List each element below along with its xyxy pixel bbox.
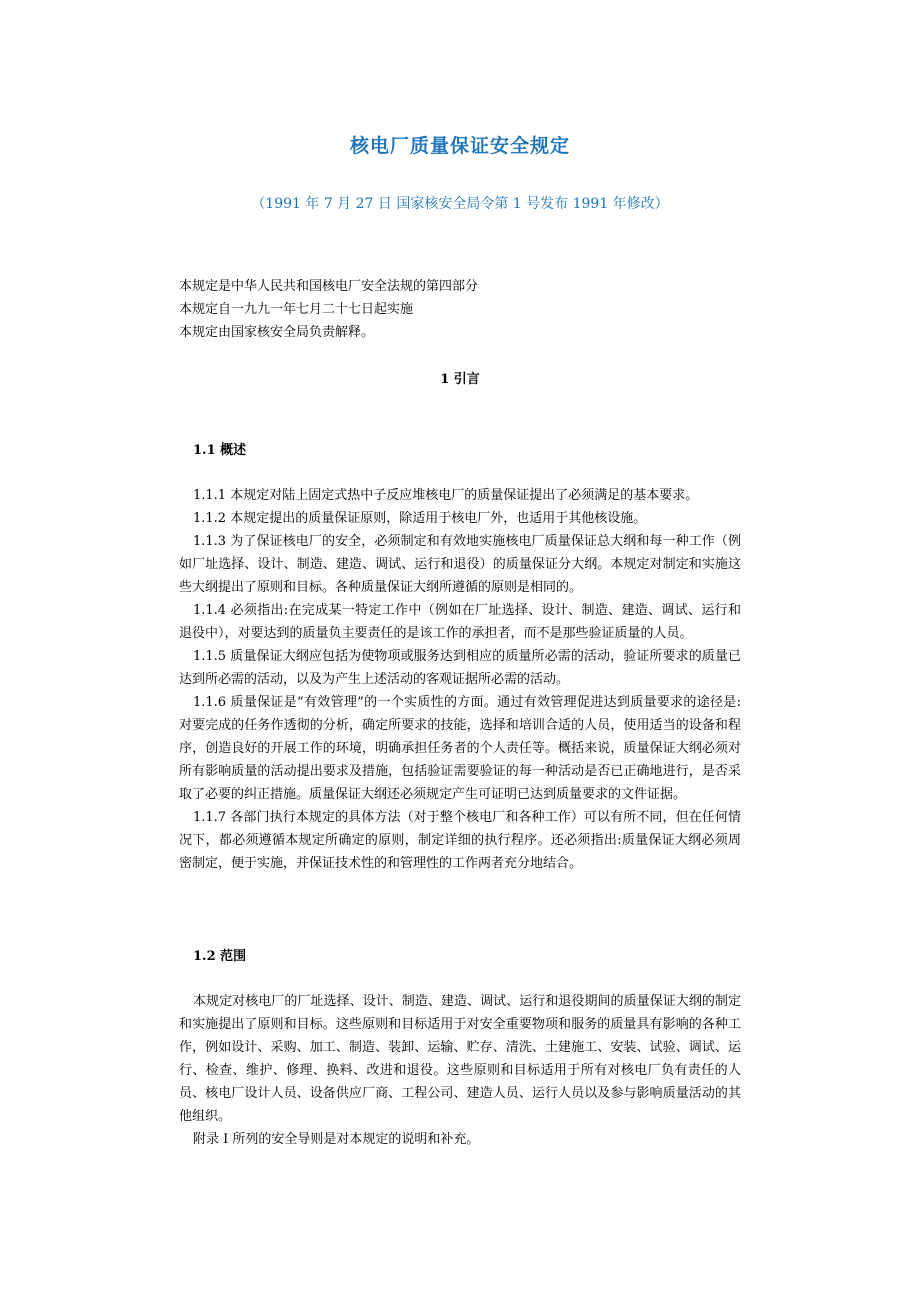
section-scope-body: [179, 990, 741, 1151]
section-heading-scope: 1.2 范围: [193, 949, 247, 964]
paragraph: 1.1.1 本规定对陆上固定式热中子反应堆核电厂的质量保证提出了必须满足的基本要求。: [193, 488, 699, 503]
paragraph: 1.1.6 质量保证是“有效管理”的一个实质性的方面。通过有效管理促进达到质量要求的途径是:对要完成的任务作透彻的分析，确定所要求的技能，选择和培训合适的人员，使用适当的设备和程序，创造良好的开展工作的环境，明确承担任务者的个人责任等。概括来说，质量保证大纲必须对所有影响质量的活动提出要求及措施，包括验证需要验证的每一种活动是否已正确地进行，是否采取了必要的纠正措施。质量保证大纲还必须规定产生可证明已达到质量要求的文件证据。: [179, 695, 741, 802]
chapter-heading: 1 引言: [440, 372, 480, 387]
preamble-line: 本规定是中华人民共和国核电厂安全法规的第四部分: [179, 279, 479, 294]
paragraph: 1.1.3 为了保证核电厂的安全，必须制定和有效地实施核电厂质量保证总大纲和每一种工作（例如厂址选择、设计、制造、建造、调试、运行和退役）的质量保证分大纲。本规定对制定和实施这些大纲提出了原则和目标。各种质量保证大纲所遵循的原则是相同的。: [179, 534, 741, 595]
preamble-line: 本规定自一九九一年七月二十七日起实施: [179, 302, 414, 317]
section-overview-body: [179, 484, 741, 875]
paragraph: 1.1.7 各部门执行本规定的具体方法（对于整个核电厂和各种工作）可以有所不同，但在任何情况下，都必须遵循本规定所确定的原则，制定详细的执行程序。还必须指出:质量保证大纲必须周密制定，便于实施，并保证技术性的和管理性的工作两者充分地结合。: [179, 810, 741, 871]
document-title: 核电厂质量保证安全规定: [349, 135, 570, 157]
paragraph: 本规定对核电厂的厂址选择、设计、制造、建造、调试、运行和退役期间的质量保证大纲的制定和实施提出了原则和目标。这些原则和目标适用于对安全重要物项和服务的质量具有影响的各种工作，例如设计、采购、加工、制造、装卸、运输、贮存、清洗、土建施工、安装、试验、调试、运行、检查、维护、修理、换料、改进和退役。这些原则和目标适用于所有对核电厂负有责任的人员、核电厂设计人员、设备供应厂商、工程公司、建造人员、运行人员以及参与影响质量活动的其他组织。: [179, 994, 741, 1124]
preamble: [179, 275, 759, 344]
paragraph: 1.1.4 必须指出:在完成某一特定工作中（例如在厂址选择、设计、制造、建造、调试、运行和退役中），对要达到的质量负主要责任的是该工作的承担者，而不是那些验证质量的人员。: [179, 603, 741, 641]
preamble-line: 本规定由国家核安全局负责解释。: [179, 325, 375, 340]
paragraph: 1.1.5 质量保证大纲应包括为使物项或服务达到相应的质量所必需的活动，验证所要求的质量已达到所必需的活动，以及为产生上述活动的客观证据所必需的活动。: [179, 649, 741, 687]
paragraph: 附录 I 所列的安全导则是对本规定的说明和补充。: [193, 1132, 480, 1147]
document-subtitle: （1991 年 7 月 27 日 国家核安全局令第 1 号发布 1991 年修改）: [251, 196, 669, 212]
paragraph: 1.1.2 本规定提出的质量保证原则，除适用于核电厂外，也适用于其他核设施。: [193, 511, 647, 526]
section-heading-overview: 1.1 概述: [193, 443, 247, 458]
